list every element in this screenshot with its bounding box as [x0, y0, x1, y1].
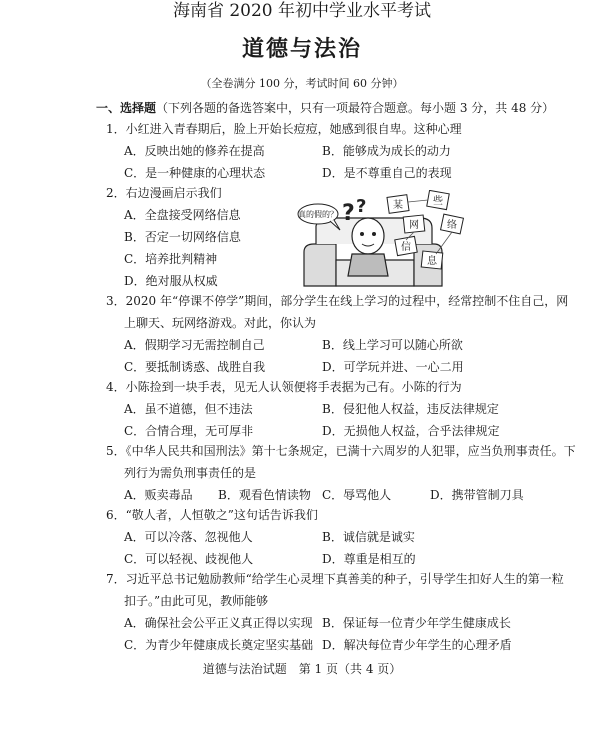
page-footer: 道德与法治试题 第 1 页（共 4 页）	[202, 662, 402, 676]
question-1-option-d: D．是不尊重自己的表现	[322, 166, 452, 180]
question-2-line-1: 2．右边漫画启示我们	[106, 186, 222, 200]
question-3-option-d: D．可学玩并进、一心二用	[322, 360, 464, 374]
question-mark-icon: ?	[342, 201, 355, 226]
question-7-option-d: D．解决每位青少年学生的心理矛盾	[322, 638, 512, 652]
question-6-option-b: B．诚信就是诚实	[322, 530, 415, 544]
word-box	[403, 215, 425, 233]
question-2-option-a: A．全盘接受网络信息	[124, 208, 241, 222]
question-4-option-c: C．合情合理，无可厚非	[124, 424, 254, 438]
word-box-label: 些	[433, 196, 443, 207]
section-heading: 一、选择题	[96, 101, 157, 115]
question-2-option-c: C．培养批判精神	[124, 252, 218, 266]
question-6-option-a: A．可以冷落、忽视他人	[124, 530, 253, 544]
question-6-option-c: C．可以轻视、歧视他人	[124, 552, 254, 566]
question-5-option-d: D．携带管制刀具	[430, 488, 524, 502]
question-1-option-b: B．能够成为成长的动力	[322, 144, 451, 158]
question-1-line-1: 1．小红进入青春期后，脸上开始长痘痘，她感到很自卑。这种心理	[106, 122, 462, 136]
question-1-option-c: C．是一种健康的心理状态	[124, 166, 266, 180]
question-5-line-2: 列行为需负刑事责任的是	[124, 466, 257, 480]
cartoon-illustration	[296, 190, 476, 292]
question-5-option-c: C．辱骂他人	[322, 488, 392, 502]
question-mark-icon: ?	[356, 196, 367, 217]
question-7-option-b: B．保证每一位青少年学生健康成长	[322, 616, 511, 630]
question-3-line-1: 3．2020 年“停课不停学”期间，部分学生在线上学习的过程中，经常控制不住自己，网	[106, 294, 569, 308]
word-box	[427, 190, 449, 209]
question-5-line-1: 5．《中华人民共和国刑法》第十七条规定，已满十六周岁的人犯罪，应当负刑事责任。下	[106, 444, 576, 458]
question-6-option-d: D．尊重是相互的	[322, 552, 416, 566]
word-box	[421, 251, 443, 269]
question-3-option-a: A．假期学习无需控制自己	[124, 338, 265, 352]
question-4-option-b: B．侵犯他人权益，违反法律规定	[322, 402, 499, 416]
section-instruction: （下列各题的备选答案中，只有一项最符合题意。每小题 3 分，共 48 分）	[156, 101, 555, 115]
question-3-line-2: 上聊天、玩网络游戏。对此，你认为	[124, 316, 317, 330]
question-7-option-c: C．为青少年健康成长奠定坚实基础	[124, 638, 314, 652]
word-box-label: 信	[401, 242, 411, 253]
section-header	[96, 99, 554, 117]
word-box-label: 网	[409, 220, 419, 231]
question-7-line-1: 7．习近平总书记勉励教师“给学生心灵埋下真善美的种子，引导学生扣好人生的第一粒	[106, 572, 564, 586]
question-7-option-a: A．确保社会公平正义真正得以实现	[124, 616, 313, 630]
word-box-label: 某	[393, 200, 403, 211]
subject-title: 道德与法治	[241, 36, 362, 62]
question-7-line-2: 扣子。”由此可见，教师能够	[124, 594, 269, 608]
word-box	[387, 195, 409, 214]
question-3-option-c: C．要抵制诱惑、战胜自我	[124, 360, 266, 374]
exam-note: （全卷满分 100 分，考试时间 60 分钟）	[200, 77, 404, 90]
exam-title: 海南省 2020 年初中学业水平考试	[172, 1, 432, 21]
word-box-label: 络	[447, 220, 457, 231]
question-5-option-a: A．贩卖毒品	[124, 488, 193, 502]
word-box	[395, 236, 417, 255]
question-3-option-b: B．线上学习可以随心所欲	[322, 338, 463, 352]
question-5-option-b: B．观看色情读物	[218, 488, 311, 502]
question-2-option-d: D．绝对服从权威	[124, 274, 218, 288]
speech-bubble-text: 真的假的？	[298, 210, 338, 219]
question-4-option-a: A．虽不道德，但不违法	[124, 402, 253, 416]
question-1-option-a: A．反映出她的修养在提高	[124, 144, 265, 158]
question-2-option-b: B．否定一切网络信息	[124, 230, 241, 244]
question-4-line-1: 4．小陈捡到一块手表，见无人认领便将手表据为己有。小陈的行为	[106, 380, 462, 394]
word-box-label: 息	[427, 256, 437, 267]
question-6-line-1: 6．“敬人者，人恒敬之”这句话告诉我们	[106, 508, 318, 522]
question-4-option-d: D．无损他人权益，合乎法律规定	[322, 424, 500, 438]
word-box	[441, 214, 464, 234]
